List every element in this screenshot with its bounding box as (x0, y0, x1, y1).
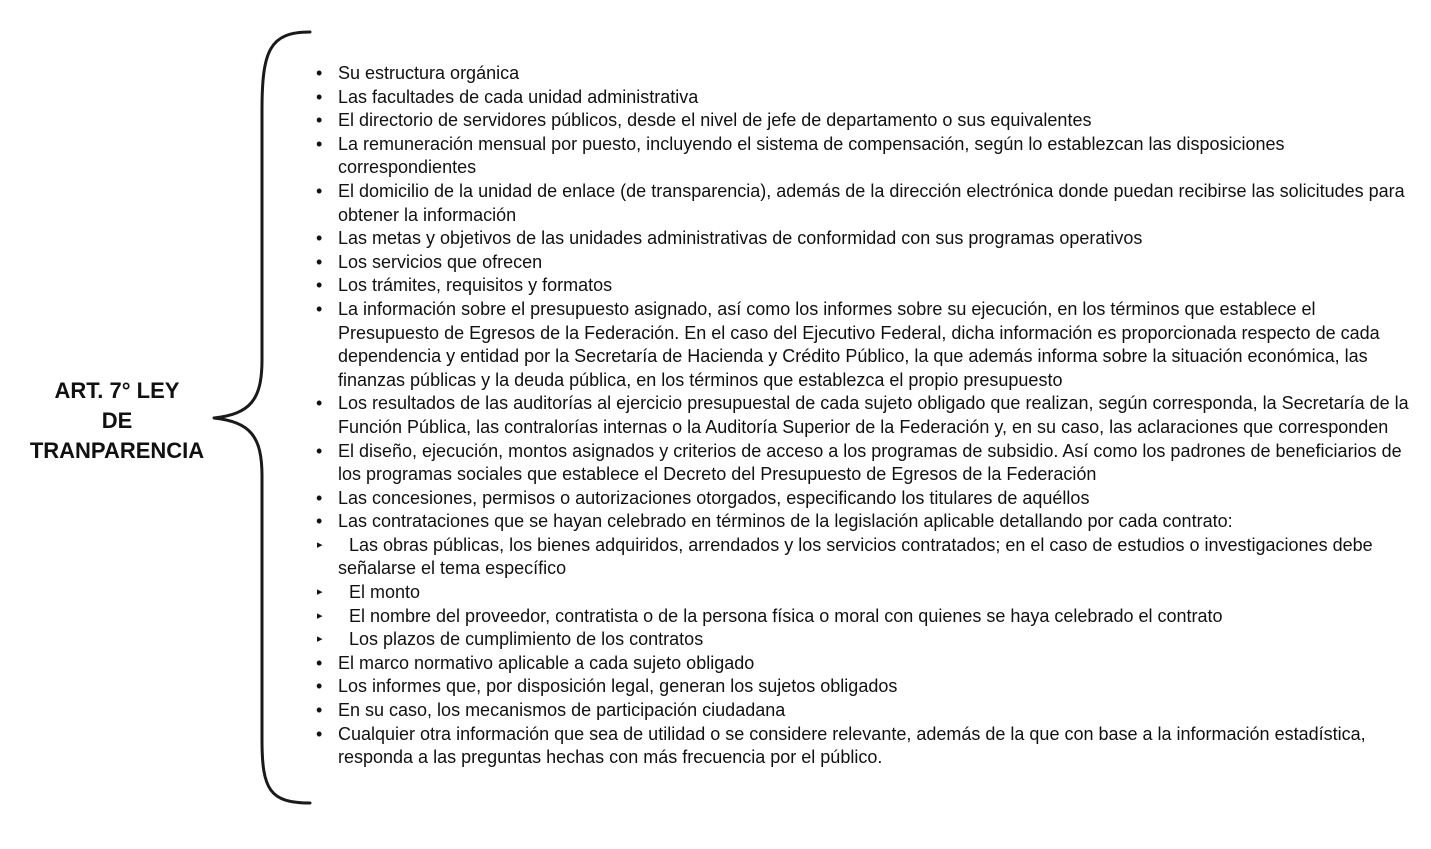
bullet-icon: • (316, 180, 323, 201)
list-item-text: En su caso, los mecanismos de participación ciudadana (338, 700, 786, 721)
list-item-text: Las obras públicas, los bienes adquiridos, arrendados y los servicios contratados; en el caso de estudios o investigaciones debe señalarse el tema específico (338, 534, 1373, 579)
bullet-icon: • (316, 511, 323, 532)
bullet-icon: • (316, 440, 323, 461)
bullet-icon: • (316, 63, 323, 83)
bullet-icon: • (316, 652, 323, 673)
list-item (310, 392, 1420, 439)
list-item-text: El domicilio de la unidad de enlace (de transparencia), además de la dirección electrónica donde puedan recibirse las solicitudes para obtener la información (338, 180, 1405, 225)
bullet-icon: • (316, 133, 323, 154)
sub-list-item (310, 534, 1420, 581)
list-item-text: La información sobre el presupuesto asignado, así como los informes sobre su ejecución, en los términos que establece el Presupuesto de Egresos de la Federación. En el caso del Ejecutivo Federal, dicha información es proporcionada respecto de cada dependencia y entidad por la Secretaría de Hacienda y Crédito Público, la que además informa sobre la situación económica, las finanzas públicas y la deuda pública, en los términos que establezca el propio presupuesto (338, 298, 1380, 390)
bullet-icon: • (316, 110, 323, 131)
list-item (310, 675, 1420, 699)
list-item (310, 699, 1420, 723)
list-item (310, 487, 1420, 511)
list-item (310, 723, 1420, 770)
list-item (310, 440, 1420, 487)
list-item (310, 227, 1420, 251)
bullet-icon: • (316, 298, 323, 319)
list-item (310, 62, 1420, 86)
list-item (310, 510, 1420, 534)
list-item-text: La remuneración mensual por puesto, incluyendo el sistema de compensación, según lo establezcan las disposiciones correspondientes (338, 133, 1285, 178)
arrow-bullet-icon: ▸ (317, 633, 323, 646)
arrow-bullet-icon: ▸ (317, 538, 323, 551)
bullet-icon: • (316, 275, 323, 296)
arrow-bullet-icon: ▸ (317, 586, 323, 599)
sub-list-item (310, 605, 1420, 629)
sub-list-item (310, 581, 1420, 605)
list-item-text: Los trámites, requisitos y formatos (338, 275, 613, 296)
bullet-icon: • (316, 676, 323, 697)
list-item-text: El nombre del proveedor, contratista o de la persona física o moral con quienes se haya celebrado el contrato (349, 605, 1223, 626)
diagram-title (8, 376, 226, 466)
arrow-bullet-icon: ▸ (317, 609, 323, 622)
bullet-icon: • (316, 723, 323, 744)
list-item-text: Las concesiones, permisos o autorizaciones otorgados, especificando los titulares de aquéllos (338, 487, 1090, 508)
bullet-icon: • (316, 228, 323, 249)
list-item-text: Las facultades de cada unidad administrativa (338, 86, 699, 107)
list-item (310, 180, 1420, 227)
sub-list-item (310, 628, 1420, 652)
list-item (310, 251, 1420, 275)
list-item (310, 298, 1420, 392)
list-item-text: El directorio de servidores públicos, desde el nivel de jefe de departamento o sus equivalentes (338, 110, 1092, 131)
list-item-text: Los plazos de cumplimiento de los contratos (349, 629, 704, 650)
bullet-icon: • (316, 86, 323, 107)
list-item-text: Cualquier otra información que sea de utilidad o se considere relevante, además de la que con base a la información estadística, responda a las preguntas hechas con más frecuencia por el público. (338, 723, 1366, 768)
list-item-text: El marco normativo aplicable a cada sujeto obligado (338, 652, 755, 673)
list-item-text: Los informes que, por disposición legal, generan los sujetos obligados (338, 676, 898, 697)
list-item (310, 652, 1420, 676)
list-item (310, 133, 1420, 180)
bullet-icon: • (316, 251, 323, 272)
list-item (310, 86, 1420, 110)
obligations-list (310, 62, 1420, 770)
list-item (310, 109, 1420, 133)
list-item-text: Los servicios que ofrecen (338, 251, 543, 272)
list-item-text: El diseño, ejecución, montos asignados y criterios de acceso a los programas de subsidio. Así como los padrones de beneficiarios de los programas sociales que establece el Decreto del Presupuesto de Egresos de la Federación (338, 440, 1402, 485)
title-line-3: TRANPARENCIA (29, 438, 205, 463)
bullet-icon: • (316, 393, 323, 414)
list-item-text: Las contrataciones que se hayan celebrado en términos de la legislación aplicable detallando por cada contrato: (338, 511, 1233, 532)
list-item-text: Las metas y objetivos de las unidades administrativas de conformidad con sus programas operativos (338, 228, 1143, 249)
list-item (310, 274, 1420, 298)
bullet-icon: • (316, 700, 323, 721)
bullet-icon: • (316, 487, 323, 508)
list-item-text: Su estructura orgánica (338, 63, 520, 83)
title-line-2: DE (101, 408, 133, 433)
list-item-text: Los resultados de las auditorías al ejercicio presupuestal de cada sujeto obligado que realizan, según corresponda, la Secretaría de la Función Pública, las contralorías internas o la Auditoría Superior de la Federación y, en su caso, las aclaraciones que corresponden (338, 393, 1409, 437)
title-line-1: ART. 7° LEY (54, 378, 180, 403)
list-item-text: El monto (349, 582, 421, 603)
